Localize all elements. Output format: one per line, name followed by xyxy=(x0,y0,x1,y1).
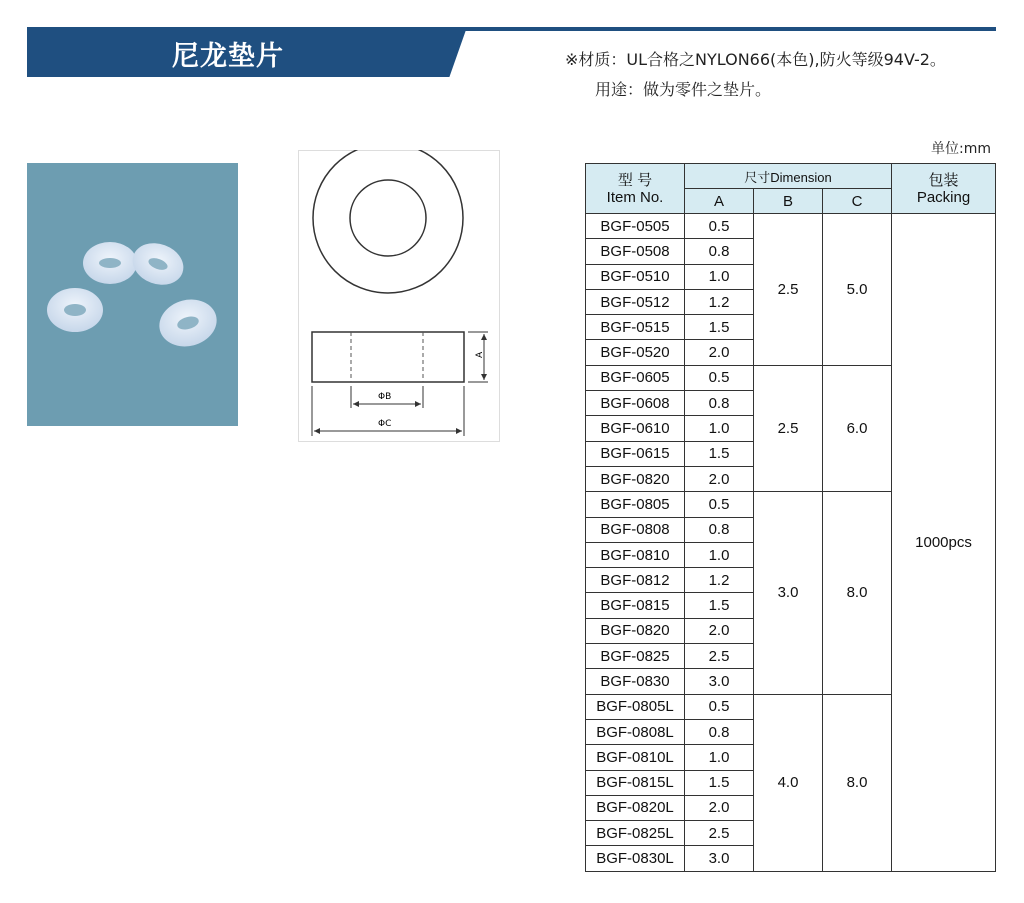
dimension-a-cell: 1.5 xyxy=(685,315,754,340)
packing-header xyxy=(892,164,996,214)
dimension-a-cell: 1.0 xyxy=(685,264,754,289)
item-no-cell: BGF-0808 xyxy=(586,517,685,542)
packing-header-cn: 包装 xyxy=(928,171,959,189)
washer-1 xyxy=(83,242,137,284)
dimension-a-cell: 2.5 xyxy=(685,821,754,846)
dimension-a-cell: 2.0 xyxy=(685,795,754,820)
item-no-cell: BGF-0810 xyxy=(586,542,685,567)
dimension-a-cell: 0.8 xyxy=(685,239,754,264)
product-photo xyxy=(27,163,238,426)
dimension-a-cell: 1.2 xyxy=(685,289,754,314)
dimension-a-cell: 3.0 xyxy=(685,669,754,694)
dimension-a-cell: 1.0 xyxy=(685,542,754,567)
item-no-cell: BGF-0508 xyxy=(586,239,685,264)
washer-4 xyxy=(154,293,222,352)
item-no-cell: BGF-0805L xyxy=(586,694,685,719)
dimension-a-cell: 1.0 xyxy=(685,745,754,770)
material-note: ※材质：UL合格之NYLON66(本色),防火等级94V-2。 xyxy=(565,50,946,69)
washer-2 xyxy=(127,236,190,291)
dimension-a-cell: 0.8 xyxy=(685,391,754,416)
dimension-a-cell: 1.5 xyxy=(685,441,754,466)
item-no-cell: BGF-0605 xyxy=(586,365,685,390)
dimension-c-cell: 6.0 xyxy=(823,365,892,491)
dimension-b-cell: 2.5 xyxy=(754,365,823,491)
item-no-cell: BGF-0520 xyxy=(586,340,685,365)
dimension-a-cell: 2.5 xyxy=(685,644,754,669)
drawing-svg xyxy=(298,150,500,442)
dimension-a-cell: 1.5 xyxy=(685,593,754,618)
col-b-header: B xyxy=(754,189,823,214)
item-header-en: Item No. xyxy=(606,188,664,206)
dimension-b-cell: 3.0 xyxy=(754,492,823,694)
item-no-cell: BGF-0810L xyxy=(586,745,685,770)
dimension-a-cell: 2.0 xyxy=(685,618,754,643)
item-no-cell: BGF-0805 xyxy=(586,492,685,517)
washer-3 xyxy=(47,288,103,332)
washer-photo-image xyxy=(27,163,238,426)
item-no-cell: BGF-0512 xyxy=(586,289,685,314)
spec-table xyxy=(585,163,996,872)
spec-table-body xyxy=(586,214,996,872)
dim-label-a: A xyxy=(475,351,485,358)
item-header-cn: 型 号 xyxy=(617,171,653,189)
item-no-cell: BGF-0820L xyxy=(586,795,685,820)
item-no-cell: BGF-0510 xyxy=(586,264,685,289)
dimension-a-cell: 0.5 xyxy=(685,214,754,239)
page-title: 尼龙垫片 xyxy=(172,41,284,72)
dimension-a-cell: 0.5 xyxy=(685,694,754,719)
dimension-b-cell: 2.5 xyxy=(754,214,823,366)
dimension-a-cell: 3.0 xyxy=(685,846,754,871)
dimension-a-cell: 1.0 xyxy=(685,416,754,441)
item-no-cell: BGF-0610 xyxy=(586,416,685,441)
dimension-header: 尺寸Dimension xyxy=(685,164,892,189)
item-no-cell: BGF-0505 xyxy=(586,214,685,239)
packing-cell: 1000pcs xyxy=(892,214,996,872)
dimension-c-cell: 5.0 xyxy=(823,214,892,366)
item-no-cell: BGF-0615 xyxy=(586,441,685,466)
packing-header-en: Packing xyxy=(916,188,971,206)
item-no-cell: BGF-0830 xyxy=(586,669,685,694)
dim-label-b: ΦB xyxy=(378,392,392,402)
item-no-cell: BGF-0808L xyxy=(586,719,685,744)
table-row xyxy=(586,214,996,239)
usage-note: 用途：做为零件之垫片。 xyxy=(595,80,772,99)
dimension-a-cell: 2.0 xyxy=(685,466,754,491)
col-a-header: A xyxy=(685,189,754,214)
item-no-cell: BGF-0815L xyxy=(586,770,685,795)
item-no-cell: BGF-0820 xyxy=(586,618,685,643)
item-no-cell: BGF-0825 xyxy=(586,644,685,669)
item-no-cell: BGF-0825L xyxy=(586,821,685,846)
dimension-a-cell: 0.5 xyxy=(685,365,754,390)
item-no-header xyxy=(586,164,685,214)
dimension-b-cell: 4.0 xyxy=(754,694,823,871)
dim-label-c: ΦC xyxy=(378,419,392,429)
dimension-a-cell: 0.8 xyxy=(685,517,754,542)
dimension-c-cell: 8.0 xyxy=(823,694,892,871)
technical-drawing xyxy=(298,150,500,442)
item-no-cell: BGF-0815 xyxy=(586,593,685,618)
dimension-a-cell: 2.0 xyxy=(685,340,754,365)
dimension-a-cell: 0.8 xyxy=(685,719,754,744)
dimension-a-cell: 1.5 xyxy=(685,770,754,795)
item-no-cell: BGF-0515 xyxy=(586,315,685,340)
col-c-header: C xyxy=(823,189,892,214)
dimension-a-cell: 0.5 xyxy=(685,492,754,517)
dimension-a-cell: 1.2 xyxy=(685,568,754,593)
item-no-cell: BGF-0820 xyxy=(586,466,685,491)
unit-label: 单位:mm xyxy=(931,141,991,157)
item-no-cell: BGF-0830L xyxy=(586,846,685,871)
item-no-cell: BGF-0608 xyxy=(586,391,685,416)
dimension-c-cell: 8.0 xyxy=(823,492,892,694)
item-no-cell: BGF-0812 xyxy=(586,568,685,593)
